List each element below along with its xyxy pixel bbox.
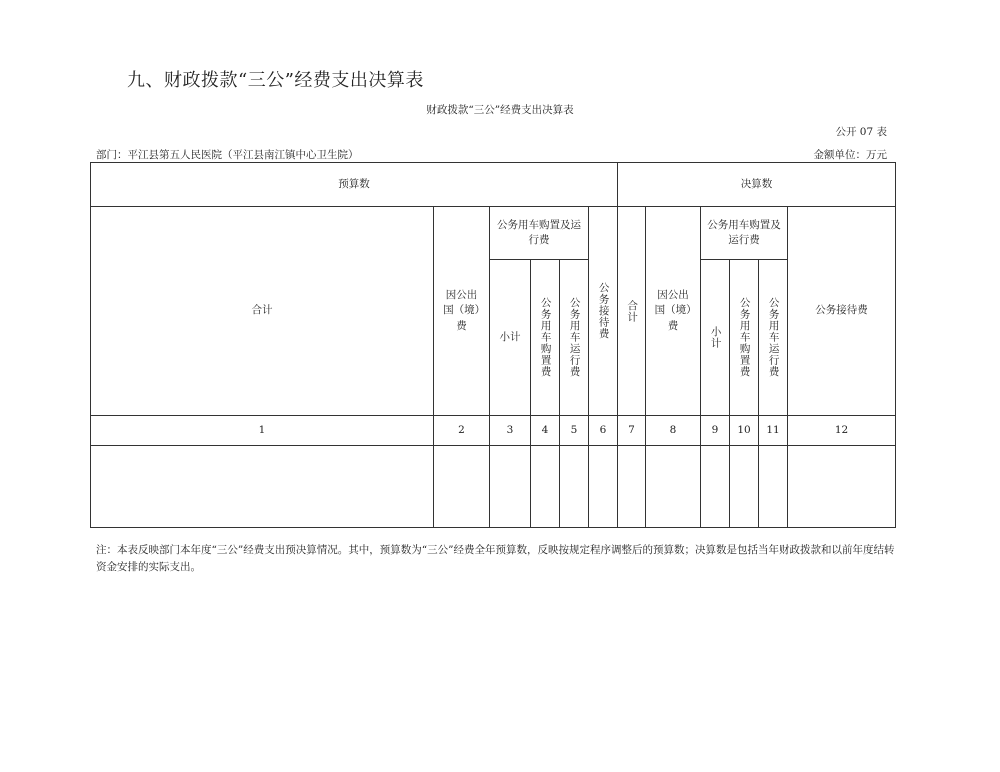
data-cell	[646, 446, 701, 528]
budget-subtotal-header: 小计	[490, 260, 531, 416]
column-number: 1	[91, 416, 434, 446]
table-note: 注：本表反映部门本年度“三公”经费支出预决算情况。其中，预算数为“三公”经费全年预算数，反映按规定程序调整后的预算数；决算数是包括当年财政拨款和以前年度结转资金安排的实际支出。	[96, 544, 895, 573]
data-cell	[91, 446, 434, 528]
budget-abroad-header: 因公出国（境）费	[434, 207, 490, 416]
final-vehicle-group-header: 公务用车购置及运行费	[701, 207, 788, 260]
column-number: 11	[759, 416, 788, 446]
final-reception-header: 公务接待费	[788, 207, 896, 416]
budget-reception-header: 公务接待费	[589, 207, 618, 416]
data-cell	[560, 446, 589, 528]
column-number: 7	[618, 416, 646, 446]
final-total-header: 合计	[618, 207, 646, 416]
column-number: 3	[490, 416, 531, 446]
table-title: 财政拨款“三公”经费支出决算表	[426, 104, 574, 116]
column-number: 2	[434, 416, 490, 446]
column-number: 12	[788, 416, 896, 446]
department-label: 部门：平江县第五人民医院（平江县南江镇中心卫生院）	[96, 149, 359, 161]
final-subtotal-header: 小计	[701, 260, 730, 416]
budget-total-header: 合计	[91, 207, 434, 416]
final-abroad-header: 因公出国（境）费	[646, 207, 701, 416]
budget-vehicle-operation-header: 公务用车运行费	[560, 260, 589, 416]
column-number: 8	[646, 416, 701, 446]
data-cell	[490, 446, 531, 528]
three-public-expenses-table	[90, 162, 896, 528]
column-header-row	[91, 207, 896, 260]
page-heading: 九、财政拨款“三公”经费支出决算表	[127, 70, 424, 91]
data-cell	[434, 446, 490, 528]
data-cell	[701, 446, 730, 528]
amount-unit-label: 金额单位：万元	[813, 149, 887, 161]
final-header: 决算数	[618, 163, 896, 207]
column-number: 4	[531, 416, 560, 446]
column-number: 9	[701, 416, 730, 446]
data-cell	[589, 446, 618, 528]
budget-vehicle-purchase-header: 公务用车购置费	[531, 260, 560, 416]
column-number: 10	[730, 416, 759, 446]
column-number-row	[91, 416, 896, 446]
data-cell	[788, 446, 896, 528]
data-cell	[759, 446, 788, 528]
data-cell	[531, 446, 560, 528]
form-code: 公开 07 表	[835, 126, 887, 138]
final-vehicle-operation-header: 公务用车运行费	[759, 260, 788, 416]
final-vehicle-purchase-header: 公务用车购置费	[730, 260, 759, 416]
section-header-row	[91, 163, 896, 207]
data-cell	[730, 446, 759, 528]
column-number: 5	[560, 416, 589, 446]
data-cell	[618, 446, 646, 528]
budget-vehicle-group-header: 公务用车购置及运行费	[490, 207, 589, 260]
column-number: 6	[589, 416, 618, 446]
budget-header: 预算数	[91, 163, 618, 207]
data-row	[91, 446, 896, 528]
